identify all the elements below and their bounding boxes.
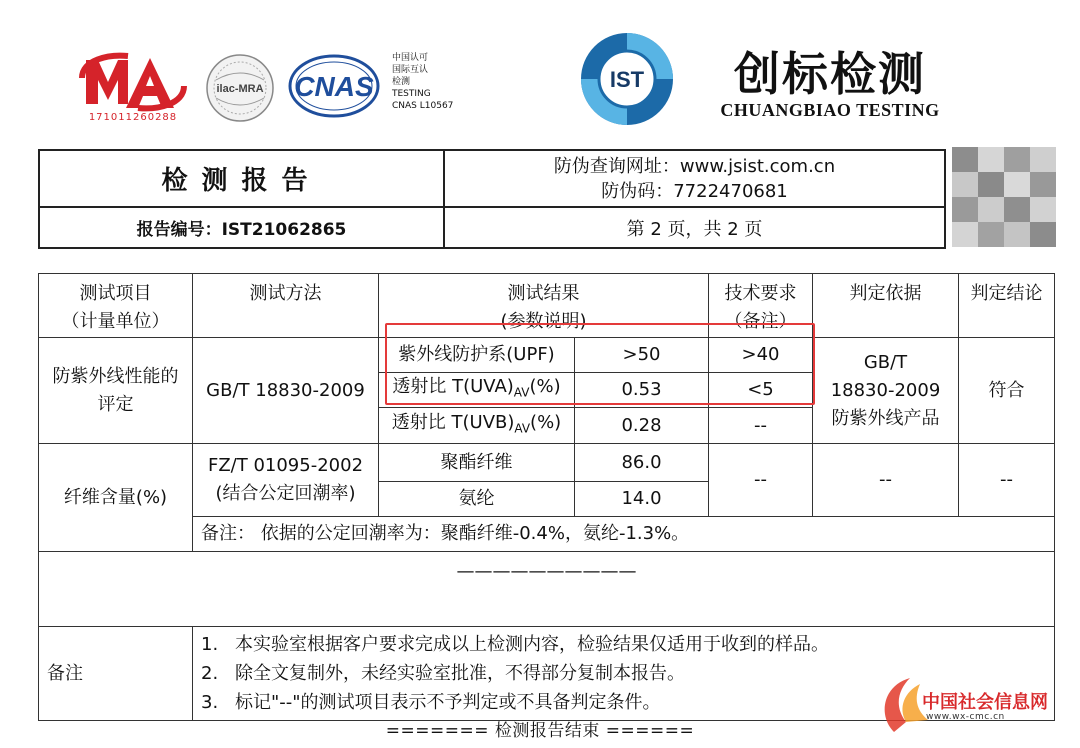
uva-subscript: AV (513, 385, 530, 400)
ist-mark-text: IST (609, 67, 645, 92)
ist-logo (578, 30, 676, 128)
uv-item-line: 评定 (97, 393, 134, 415)
header-item-line: 测试项目 (79, 283, 152, 304)
cnas-text-line: TESTING (392, 89, 431, 99)
uva-label: 透射比 T(UVA) (392, 376, 514, 398)
fiber-req: -- (709, 444, 813, 517)
table-row (39, 444, 1055, 482)
uv-basis (813, 338, 959, 444)
table-row (39, 552, 1055, 627)
anti-counterfeit-info (445, 151, 944, 208)
uv-basis-line: 防紫外线产品 (831, 407, 940, 429)
uv-value-upf: >50 (575, 338, 709, 373)
header-requirement-note: （备注） (724, 311, 797, 332)
blank-section (39, 552, 1055, 627)
watermark-text: 中国社会信息网 (922, 692, 1048, 713)
highlight-annotation-box (385, 323, 815, 405)
anti-counterfeit-code: 防伪码：7722470681 (601, 180, 788, 202)
report-number: 报告编号：IST21062865 (40, 208, 445, 247)
remark-text: 标记"--"的测试项目表示不予判定或不具备判定条件。 (235, 692, 661, 713)
uv-item-line: 防紫外线性能的 (52, 365, 179, 387)
cnas-mark-text: CNAS (294, 71, 374, 102)
fiber-note: 备注： 依据的公定回潮率为：聚酯纤维-0.4%，氨纶-1.3%。 (193, 517, 1055, 552)
cnas-text-line: 国际互认 (392, 65, 429, 75)
fiber-param-polyester: 聚酯纤维 (379, 444, 575, 482)
fiber-basis: -- (813, 444, 959, 517)
header-result-note: (参数说明) (500, 311, 587, 332)
list-item (197, 630, 1052, 659)
ilac-mra-logo (204, 52, 276, 124)
uv-req-uvb: -- (709, 408, 813, 444)
uv-basis-line: 18830-2009 (830, 379, 941, 401)
ilac-mark-text: ilac-MRA (216, 83, 264, 95)
fiber-method-line: (结合公定回潮率) (215, 483, 356, 504)
uv-basis-line: GB/T (863, 351, 908, 373)
cma-registration-number: 171011260288 (88, 112, 178, 123)
fiber-param-spandex: 氨纶 (379, 482, 575, 517)
header-method: 测试方法 (193, 274, 379, 338)
brand-name-chinese: 创标检测 (734, 47, 926, 101)
uv-item (39, 338, 193, 444)
remarks-label: 备注 (39, 627, 193, 721)
blurred-qr-code (952, 147, 1056, 247)
fiber-item: 纤维含量(%) (39, 444, 193, 552)
cnas-accreditation-text (392, 52, 482, 112)
uv-value-uvb: 0.28 (575, 408, 709, 444)
blank-line: —————————— (456, 561, 637, 582)
fiber-value-spandex: 14.0 (575, 482, 709, 517)
uvb-subscript: AV (514, 421, 531, 436)
report-end-marker: ======= 检测报告结束 ====== (385, 721, 695, 741)
brand-name-english: CHUANGBIAO TESTING (720, 100, 940, 120)
header-item-unit: （计量单位） (61, 311, 170, 332)
header-result-line: 测试结果 (507, 283, 580, 304)
uva-unit: (%) (529, 376, 561, 398)
header-requirement-line: 技术要求 (724, 283, 797, 304)
cnas-text-line: CNAS L10567 (392, 101, 454, 111)
remark-number: 1. (201, 634, 219, 655)
uv-req-upf: >40 (709, 338, 813, 373)
report-title: 检测报告 (40, 151, 445, 208)
uv-param-upf: 紫外线防护系(UPF) (379, 338, 575, 373)
uv-conclusion: 符合 (959, 338, 1055, 444)
uv-req-uva: <5 (709, 373, 813, 408)
header-item (39, 274, 193, 338)
remark-text: 除全文复制外，未经实验室批准，不得部分复制本报告。 (235, 663, 685, 684)
fiber-method-line: FZ/T 01095-2002 (207, 455, 364, 476)
page-info: 第 2 页，共 2 页 (626, 218, 763, 240)
uv-value-uva: 0.53 (575, 373, 709, 408)
fiber-value-polyester: 86.0 (575, 444, 709, 482)
uv-method: GB/T 18830-2009 (193, 338, 379, 444)
remark-number: 3. (201, 692, 219, 713)
header-basis: 判定依据 (813, 274, 959, 338)
cnas-text-line: 检测 (392, 77, 411, 87)
cnas-logo (288, 54, 380, 118)
uvb-label: 透射比 T(UVB) (391, 411, 515, 433)
report-title-box (38, 149, 946, 249)
remark-text: 本实验室根据客户要求完成以上检测内容，检验结果仅适用于收到的样品。 (235, 634, 829, 655)
remark-number: 2. (201, 663, 219, 684)
header-conclusion: 判定结论 (959, 274, 1055, 338)
uv-param-uvb (379, 408, 575, 444)
uvb-unit: (%) (530, 411, 562, 433)
cnas-text-line: 中国认可 (392, 53, 429, 63)
fiber-method (193, 444, 379, 517)
watermark-url: www.wx-cmc.cn (926, 712, 1005, 722)
fiber-conclusion: -- (959, 444, 1055, 517)
anti-counterfeit-url: 防伪查询网址：www.jsist.com.cn (553, 155, 836, 177)
